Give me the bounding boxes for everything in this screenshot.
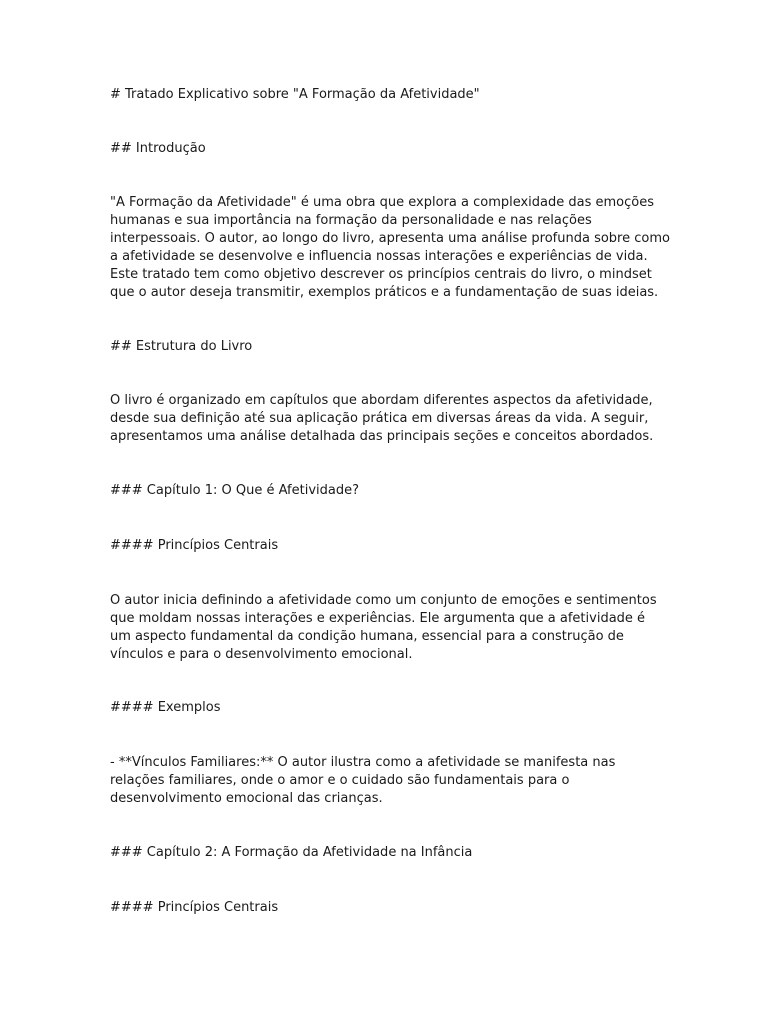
- heading-introducao: ## Introdução: [110, 141, 206, 156]
- heading-exemplos-1: #### Exemplos: [110, 700, 221, 715]
- heading-estrutura-do-livro: ## Estrutura do Livro: [110, 339, 253, 354]
- paragraph-principios-1: O autor inicia definindo a afetividade como um conjunto de emoções e sentimentos que moldam nossas interações e experiências. Ele argumenta que a afetividade é um aspecto fundamental da condição humana, essencial para a construção de vínculos e para o desenvolvimento emocional.: [110, 593, 657, 662]
- heading-capitulo-2: ### Capítulo 2: A Formação da Afetividade na Infância: [110, 845, 473, 860]
- list-item-vinculos-familiares: - **Vínculos Familiares:** O autor ilustra como a afetividade se manifesta nas relações familiares, onde o amor e o cuidado são fundamentais para o desenvolvimento emocional das crianças.: [110, 755, 616, 806]
- document-title: # Tratado Explicativo sobre "A Formação da Afetividade": [110, 87, 480, 102]
- paragraph-introducao: "A Formação da Afetividade" é uma obra que explora a complexidade das emoções humanas e sua importância na formação da personalidade e nas relações interpessoais. O autor, ao longo do livro, apresenta uma análise profunda sobre como a afetividade se desenvolve e influencia nossas interações e experiências de vida. Este tratado tem como objetivo descrever os princípios centrais do livro, o mindset que o autor deseja transmitir, exemplos práticos e a fundamentação de suas ideias.: [110, 195, 670, 300]
- paragraph-estrutura: O livro é organizado em capítulos que abordam diferentes aspectos da afetividade, desde sua definição até sua aplicação prática em diversas áreas da vida. A seguir, apresentamos uma análise detalhada das principais seções e conceitos abordados.: [110, 393, 654, 444]
- heading-capitulo-1: ### Capítulo 1: O Que é Afetividade?: [110, 483, 360, 498]
- heading-principios-centrais-1: #### Princípios Centrais: [110, 538, 279, 553]
- heading-principios-centrais-2: #### Princípios Centrais: [110, 900, 279, 915]
